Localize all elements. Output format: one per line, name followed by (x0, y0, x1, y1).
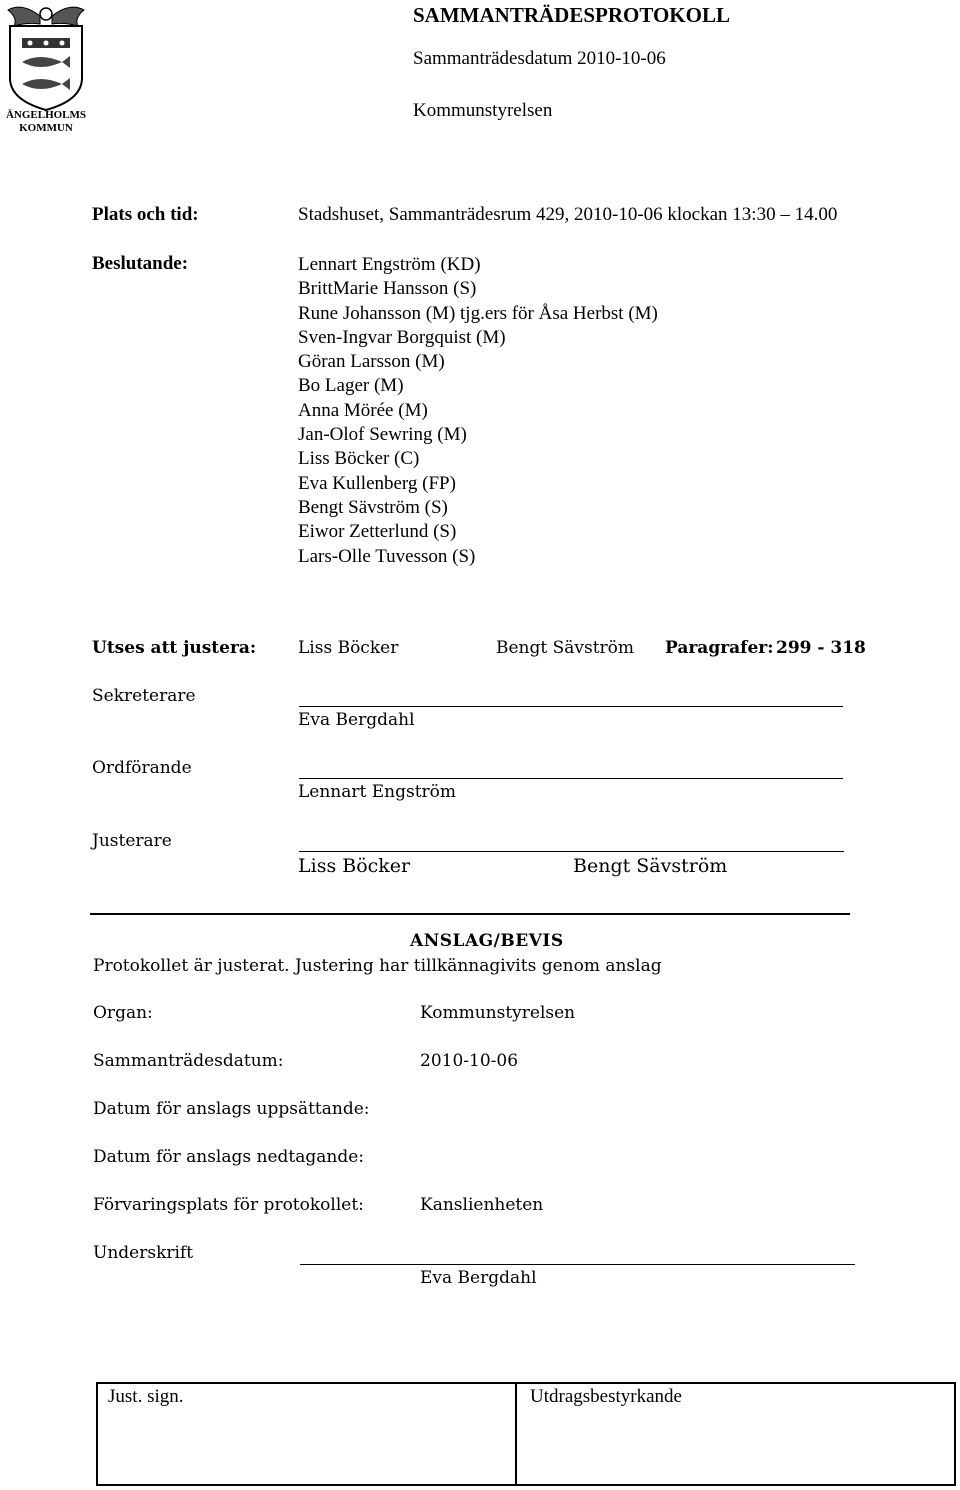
adjuster-1-name: Liss Böcker (298, 638, 399, 658)
member-item: Bengt Sävström (S) (298, 496, 448, 518)
member-item: BrittMarie Hansson (S) (298, 278, 477, 300)
secretary-name: Eva Bergdahl (298, 710, 415, 730)
paragraphs-value: 299 - 318 (776, 638, 866, 658)
member-item: Liss Böcker (C) (298, 448, 420, 470)
secretary-signature-line (299, 706, 843, 707)
organ-label: Organ: (93, 1003, 153, 1023)
adjusters-label: Utses att justera: (92, 638, 257, 658)
place-time-label: Plats och tid: (92, 204, 199, 225)
logo-text-line1: ÄNGELHOLMS (5, 109, 87, 121)
chair-signature-line (299, 778, 843, 779)
anslag-signature-name: Eva Bergdahl (420, 1268, 537, 1288)
meeting-date-value: 2010-10-06 (420, 1051, 519, 1071)
storage-label: Förvaringsplats för protokollet: (93, 1195, 364, 1215)
member-item: Bo Lager (M) (298, 375, 404, 397)
member-item: Rune Johansson (M) tjg.ers för Åsa Herbst (M) (298, 302, 658, 324)
adjuster-1-signature-name: Liss Böcker (298, 855, 411, 877)
meeting-date-label: Sammanträdesdatum: (93, 1051, 284, 1071)
meeting-date-header: Sammanträdesdatum 2010-10-06 (413, 48, 666, 69)
section-separator (90, 913, 850, 915)
member-item: Lennart Engström (KD) (298, 254, 481, 275)
certified-extract-label: Utdragsbestyrkande (530, 1386, 682, 1407)
member-item: Sven-Ingvar Borgquist (M) (298, 326, 506, 348)
adjuster-2-name: Bengt Sävström (496, 638, 635, 658)
member-item: Eva Kullenberg (FP) (298, 472, 456, 494)
document-title: SAMMANTRÄDESPROTOKOLL (413, 3, 730, 27)
member-item: Eiwor Zetterlund (S) (298, 521, 457, 543)
posting-date-label: Datum för anslags uppsättande: (93, 1099, 370, 1119)
footer-signature-box (96, 1382, 956, 1486)
adjuster-2-signature-name: Bengt Sävström (573, 855, 728, 877)
anslag-signature-line (300, 1264, 855, 1265)
decision-makers-label: Beslutande: (92, 253, 189, 274)
member-item: Anna Mörée (M) (298, 399, 428, 421)
paragraphs-label: Paragrafer: (665, 638, 774, 658)
logo-text-line2: KOMMUN (19, 122, 73, 134)
secretary-label: Sekreterare (92, 686, 196, 706)
anslag-intro: Protokollet är justerat. Justering har tillkännagivits genom anslag (93, 956, 662, 976)
chair-name: Lennart Engström (298, 782, 457, 802)
chair-label: Ordförande (92, 758, 192, 778)
signature-label: Underskrift (93, 1243, 194, 1263)
footer-divider (515, 1384, 517, 1484)
storage-value: Kanslienheten (420, 1195, 544, 1215)
anslag-heading: ANSLAG/BEVIS (410, 931, 564, 951)
member-item: Lars-Olle Tuvesson (S) (298, 545, 476, 567)
committee-name-header: Kommunstyrelsen (413, 100, 553, 121)
member-item: Göran Larsson (M) (298, 351, 445, 373)
organ-value: Kommunstyrelsen (420, 1003, 576, 1023)
adjusters-signature-line (299, 851, 844, 852)
just-sign-label: Just. sign. (108, 1386, 184, 1407)
removal-date-label: Datum för anslags nedtagande: (93, 1147, 365, 1167)
adjusters-sign-label: Justerare (92, 831, 172, 851)
member-item: Jan-Olof Sewring (M) (298, 424, 467, 446)
decision-makers-list (298, 253, 658, 569)
place-time-value: Stadshuset, Sammanträdesrum 429, 2010-10-06 klockan 13:30 – 14.00 (298, 204, 838, 225)
municipal-coat-of-arms-logo (0, 0, 92, 140)
